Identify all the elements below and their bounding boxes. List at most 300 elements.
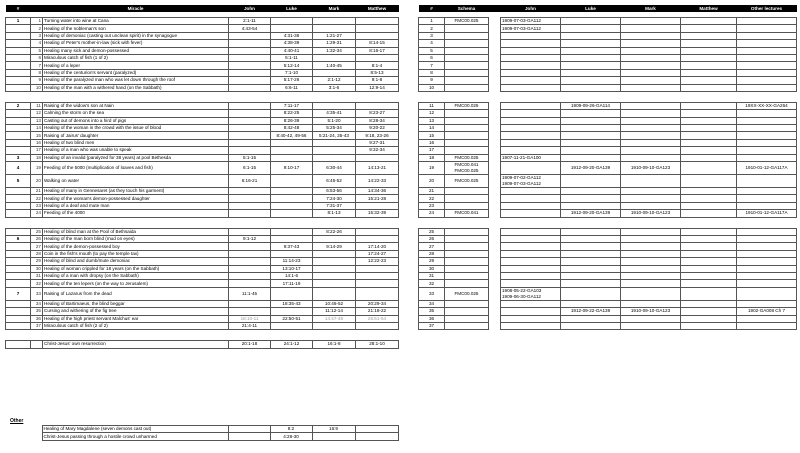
blank-cell bbox=[5, 433, 30, 440]
group-number bbox=[6, 300, 31, 307]
luke-lecture: 1909-09-26-GA114 bbox=[561, 102, 621, 109]
blank-cell bbox=[30, 433, 42, 440]
matthew-ref: 15:21-28 bbox=[356, 195, 399, 202]
miracle-row bbox=[6, 154, 399, 161]
lecture-row bbox=[419, 69, 797, 76]
mark-ref: 5:21-24, 35-43 bbox=[313, 132, 356, 139]
miracle-name: Healing of Peter's mother-in-law (sick with fever) bbox=[43, 40, 229, 47]
john-ref bbox=[229, 62, 271, 69]
group-number bbox=[6, 210, 31, 217]
john-lecture: 1908-05-22-GA103 1909-06-30-GA112 bbox=[501, 287, 561, 300]
other-lecture bbox=[737, 300, 797, 307]
john-lecture bbox=[501, 32, 561, 39]
john-lecture bbox=[501, 265, 561, 272]
luke-lecture bbox=[561, 54, 621, 61]
matthew-ref: 8:14-15 bbox=[356, 40, 399, 47]
lecture-row bbox=[419, 84, 797, 91]
john-lecture bbox=[501, 117, 561, 124]
miracle-row bbox=[6, 243, 399, 250]
mark-ref bbox=[313, 139, 356, 146]
mark-ref: 16:1-8 bbox=[313, 341, 356, 348]
mark-ref: 10:46-52 bbox=[313, 300, 356, 307]
other-lecture bbox=[737, 47, 797, 54]
luke-lecture bbox=[561, 117, 621, 124]
matthew-lecture bbox=[681, 280, 737, 287]
matthew-lecture bbox=[681, 188, 737, 195]
john-ref: 2:1-11 bbox=[229, 18, 271, 25]
john-ref: 4:43-54 bbox=[229, 25, 271, 32]
mark-ref bbox=[313, 280, 356, 287]
matthew-ref bbox=[356, 272, 399, 279]
row-number: 30 bbox=[419, 265, 445, 272]
header-num: # bbox=[6, 5, 31, 12]
lecture-row bbox=[419, 243, 797, 250]
schema-ref bbox=[445, 125, 489, 132]
luke-ref: 7:11-17 bbox=[271, 102, 313, 109]
matthew-lecture bbox=[681, 117, 737, 124]
row-number: 25 bbox=[31, 228, 43, 235]
lecture-row bbox=[419, 77, 797, 84]
header-row bbox=[419, 5, 797, 12]
lectures-table bbox=[418, 5, 797, 330]
other-lecture: 1910-01-12-GA117A bbox=[737, 210, 797, 217]
matthew-lecture bbox=[681, 228, 737, 235]
schema-ref bbox=[445, 188, 489, 195]
miracle-row bbox=[6, 117, 399, 124]
matthew-lecture bbox=[681, 125, 737, 132]
row-number: 8 bbox=[419, 69, 445, 76]
john-lecture bbox=[501, 162, 561, 175]
matthew-lecture bbox=[681, 322, 737, 329]
john-lecture bbox=[501, 40, 561, 47]
lecture-row bbox=[419, 235, 797, 242]
schema-ref bbox=[445, 117, 489, 124]
john-ref: 11:1-45 bbox=[229, 287, 271, 300]
luke-ref: 11:14-23 bbox=[271, 258, 313, 265]
matthew-ref: 12:9-14 bbox=[356, 84, 399, 91]
matthew-ref: 9:18, 23-26 bbox=[356, 132, 399, 139]
miracle-name: Healing of woman crippled for 18 years (on the Sabbath) bbox=[43, 265, 229, 272]
miracle-row bbox=[6, 322, 399, 329]
row-number: 23 bbox=[31, 202, 43, 209]
schema-ref: FMC00.041 bbox=[445, 210, 489, 217]
mark-ref: 5:1-20 bbox=[313, 117, 356, 124]
mark-lecture bbox=[621, 287, 681, 300]
mark-lecture bbox=[621, 18, 681, 25]
other-lecture: 1902-GA008 Ch 7 bbox=[737, 308, 797, 315]
matthew-ref bbox=[356, 154, 399, 161]
lecture-row bbox=[419, 250, 797, 257]
matthew-ref bbox=[355, 426, 398, 433]
lecture-row bbox=[419, 139, 797, 146]
miracle-row bbox=[6, 250, 399, 257]
row-number: 9 bbox=[31, 77, 43, 84]
row-number: 1 bbox=[31, 18, 43, 25]
matthew-lecture bbox=[681, 69, 737, 76]
john-lecture bbox=[501, 139, 561, 146]
miracle-row bbox=[6, 308, 399, 315]
row-number: 26 bbox=[31, 235, 43, 242]
matthew-lecture bbox=[681, 258, 737, 265]
other-lecture bbox=[737, 315, 797, 322]
luke-ref: 22:50-51 bbox=[271, 315, 313, 322]
spacer-cell bbox=[489, 210, 501, 217]
blank-cell bbox=[30, 426, 42, 433]
group-number bbox=[6, 250, 31, 257]
luke-ref: 8:26-39 bbox=[271, 117, 313, 124]
other-lecture bbox=[737, 272, 797, 279]
miracle-row bbox=[6, 40, 399, 47]
schema-ref bbox=[445, 195, 489, 202]
schema-ref bbox=[445, 228, 489, 235]
miracle-name: Raising of Jairus' daughter bbox=[43, 132, 229, 139]
other-lecture bbox=[737, 84, 797, 91]
john-lecture bbox=[501, 202, 561, 209]
spacer-cell bbox=[489, 202, 501, 209]
row-number: 15 bbox=[419, 132, 445, 139]
luke-lecture: 1912-09-22-GA139 bbox=[561, 308, 621, 315]
mark-ref: 5:25-34 bbox=[313, 125, 356, 132]
other-miracle-row bbox=[5, 433, 398, 440]
mark-ref: 7:24-30 bbox=[313, 195, 356, 202]
matthew-lecture bbox=[681, 195, 737, 202]
lecture-row bbox=[419, 322, 797, 329]
spacer-cell bbox=[489, 32, 501, 39]
row-number: 24 bbox=[419, 210, 445, 217]
john-lecture bbox=[501, 300, 561, 307]
schema-ref bbox=[445, 235, 489, 242]
row-number: 18 bbox=[419, 154, 445, 161]
john-lecture bbox=[501, 272, 561, 279]
miracle-name: Casting out of demons into a hird of pigs bbox=[43, 117, 229, 124]
mark-lecture bbox=[621, 25, 681, 32]
luke-ref bbox=[271, 250, 313, 257]
schema-ref bbox=[445, 265, 489, 272]
other-lecture bbox=[737, 62, 797, 69]
spacer-cell bbox=[489, 110, 501, 117]
row-number: 15 bbox=[31, 132, 43, 139]
mark-ref: 1:32-34 bbox=[313, 47, 356, 54]
section-gap bbox=[419, 91, 797, 102]
matthew-ref bbox=[356, 280, 399, 287]
mark-lecture bbox=[621, 322, 681, 329]
matthew-lecture bbox=[681, 110, 737, 117]
group-number bbox=[6, 77, 31, 84]
row-number: 11 bbox=[31, 102, 43, 109]
matthew-lecture bbox=[681, 154, 737, 161]
other-lecture bbox=[737, 280, 797, 287]
other-lecture bbox=[737, 287, 797, 300]
group-number: 5 bbox=[6, 175, 31, 188]
schema-ref bbox=[445, 250, 489, 257]
lecture-row bbox=[419, 162, 797, 175]
john-ref bbox=[229, 102, 271, 109]
row-number: 33 bbox=[419, 287, 445, 300]
luke-lecture: 1912-09-20-GA139 bbox=[561, 210, 621, 217]
other-lecture bbox=[737, 147, 797, 154]
luke-ref: 17:11-19 bbox=[271, 280, 313, 287]
john-ref bbox=[229, 139, 271, 146]
luke-ref bbox=[271, 235, 313, 242]
mark-ref: 2:1-12 bbox=[313, 77, 356, 84]
luke-lecture bbox=[561, 175, 621, 188]
header-matthew: Matthew bbox=[356, 5, 399, 12]
spacer-cell bbox=[489, 287, 501, 300]
spacer-cell bbox=[489, 235, 501, 242]
group-number bbox=[6, 125, 31, 132]
miracle-row bbox=[6, 84, 399, 91]
schema-ref bbox=[445, 110, 489, 117]
miracle-name: Healing of the woman in the crowd with the issue of blood bbox=[43, 125, 229, 132]
matthew-lecture bbox=[681, 235, 737, 242]
luke-ref: 4:38-39 bbox=[271, 40, 313, 47]
luke-lecture bbox=[561, 250, 621, 257]
section-gap bbox=[6, 91, 399, 102]
group-number bbox=[6, 139, 31, 146]
john-ref bbox=[229, 117, 271, 124]
john-ref bbox=[228, 433, 270, 440]
group-number bbox=[6, 69, 31, 76]
mark-ref bbox=[313, 147, 356, 154]
matthew-ref: 26:51-54 bbox=[356, 315, 399, 322]
spacer-cell bbox=[489, 308, 501, 315]
group-number bbox=[6, 265, 31, 272]
luke-lecture bbox=[561, 300, 621, 307]
john-ref bbox=[229, 188, 271, 195]
john-lecture bbox=[501, 102, 561, 109]
lecture-row bbox=[419, 228, 797, 235]
mark-lecture bbox=[621, 102, 681, 109]
schema-ref: FMC00.025 bbox=[445, 175, 489, 188]
spacer-cell bbox=[489, 117, 501, 124]
luke-lecture bbox=[561, 188, 621, 195]
other-lecture bbox=[737, 25, 797, 32]
group-number bbox=[6, 341, 31, 348]
other-lecture: 19XX-XX-XX-GA264 bbox=[737, 102, 797, 109]
row-number: 35 bbox=[419, 308, 445, 315]
lecture-row bbox=[419, 147, 797, 154]
john-ref bbox=[229, 258, 271, 265]
luke-ref: 8:42-48 bbox=[271, 125, 313, 132]
row-number bbox=[31, 341, 43, 348]
spacer-cell bbox=[489, 84, 501, 91]
header-mark: Mark bbox=[313, 5, 356, 12]
miracle-name: Healing of Mary Magdalene (seven demons cast out) bbox=[42, 426, 228, 433]
luke-ref bbox=[271, 18, 313, 25]
luke-lecture bbox=[561, 287, 621, 300]
spacer-cell bbox=[489, 228, 501, 235]
lecture-row bbox=[419, 154, 797, 161]
john-ref bbox=[229, 69, 271, 76]
lecture-row bbox=[419, 117, 797, 124]
john-lecture bbox=[501, 322, 561, 329]
mark-ref: 6:45-52 bbox=[313, 175, 356, 188]
matthew-ref: 12:22-23 bbox=[356, 258, 399, 265]
miracle-row bbox=[6, 265, 399, 272]
john-ref bbox=[228, 426, 270, 433]
matthew-lecture bbox=[681, 62, 737, 69]
group-number bbox=[6, 25, 31, 32]
matthew-ref bbox=[356, 102, 399, 109]
luke-ref bbox=[271, 188, 313, 195]
other-miracles-table bbox=[5, 425, 399, 441]
luke-ref: 4:40-41 bbox=[271, 47, 313, 54]
row-number: 5 bbox=[419, 47, 445, 54]
luke-lecture bbox=[561, 315, 621, 322]
luke-ref bbox=[271, 175, 313, 188]
john-ref bbox=[229, 228, 271, 235]
miracle-name: Healing of blind man at the Pool of Bethsaida bbox=[43, 228, 229, 235]
other-lecture bbox=[737, 235, 797, 242]
john-ref bbox=[229, 125, 271, 132]
group-number: 4 bbox=[6, 162, 31, 175]
lecture-row bbox=[419, 18, 797, 25]
matthew-lecture bbox=[681, 272, 737, 279]
row-number: 33 bbox=[31, 287, 43, 300]
group-number: 7 bbox=[6, 287, 31, 300]
spacer-cell bbox=[489, 265, 501, 272]
matthew-ref bbox=[356, 322, 399, 329]
lecture-row bbox=[419, 132, 797, 139]
miracle-name: Walking on water bbox=[43, 175, 229, 188]
luke-ref: 6:6-11 bbox=[271, 84, 313, 91]
mark-ref bbox=[313, 258, 356, 265]
other-lecture bbox=[737, 110, 797, 117]
luke-ref bbox=[271, 154, 313, 161]
john-lecture bbox=[501, 243, 561, 250]
john-ref bbox=[229, 77, 271, 84]
miracle-name: Healing of a man who was unable to speak bbox=[43, 147, 229, 154]
schema-ref: FMC00.025 bbox=[445, 18, 489, 25]
row-number: 5 bbox=[31, 47, 43, 54]
matthew-lecture bbox=[681, 287, 737, 300]
luke-ref bbox=[271, 322, 313, 329]
miracle-name: Healing of the demon-possessed boy bbox=[43, 243, 229, 250]
group-number bbox=[6, 315, 31, 322]
john-ref: 9:1-12 bbox=[229, 235, 271, 242]
miracle-row bbox=[6, 235, 399, 242]
row-number: 37 bbox=[31, 322, 43, 329]
schema-ref bbox=[445, 25, 489, 32]
spacer-cell bbox=[489, 132, 501, 139]
spacer-cell bbox=[489, 322, 501, 329]
miracle-row bbox=[6, 139, 399, 146]
matthew-ref: 17:24-27 bbox=[356, 250, 399, 257]
john-ref bbox=[229, 300, 271, 307]
lecture-row bbox=[419, 280, 797, 287]
mark-ref: 1:21-27 bbox=[313, 32, 356, 39]
luke-lecture bbox=[561, 195, 621, 202]
header-row bbox=[6, 5, 399, 12]
gap-cell bbox=[6, 217, 399, 228]
header-luke: Luke bbox=[271, 5, 313, 12]
spacer-cell bbox=[489, 18, 501, 25]
gap-cell bbox=[419, 91, 797, 102]
row-number: 1 bbox=[419, 18, 445, 25]
matthew-ref: 14:22-33 bbox=[356, 175, 399, 188]
lecture-row bbox=[419, 102, 797, 109]
other-lecture bbox=[737, 202, 797, 209]
spacer-cell bbox=[489, 62, 501, 69]
spacer-cell bbox=[489, 258, 501, 265]
mark-lecture bbox=[621, 62, 681, 69]
lecture-row bbox=[419, 32, 797, 39]
row-number: 20 bbox=[419, 175, 445, 188]
john-ref bbox=[229, 54, 271, 61]
matthew-lecture bbox=[681, 162, 737, 175]
matthew-ref: 15:32-39 bbox=[356, 210, 399, 217]
mark-ref: 16:9 bbox=[312, 426, 355, 433]
john-lecture bbox=[501, 125, 561, 132]
lecture-row bbox=[419, 47, 797, 54]
matthew-ref: 14:34-36 bbox=[356, 188, 399, 195]
row-number: 27 bbox=[419, 243, 445, 250]
luke-lecture bbox=[561, 258, 621, 265]
schema-ref bbox=[445, 243, 489, 250]
section-gap bbox=[6, 217, 399, 228]
row-number: 3 bbox=[31, 32, 43, 39]
schema-ref bbox=[445, 77, 489, 84]
miracle-row bbox=[6, 228, 399, 235]
luke-lecture bbox=[561, 154, 621, 161]
group-number bbox=[6, 47, 31, 54]
header-miracle: Miracle bbox=[43, 5, 229, 12]
miracle-row bbox=[6, 132, 399, 139]
matthew-ref: 8:16-17 bbox=[356, 47, 399, 54]
miracle-name: Coin in the fish's mouth (to pay the temple tax) bbox=[43, 250, 229, 257]
spacer-cell bbox=[489, 300, 501, 307]
miracle-name: Cursing and withering of the fig tree bbox=[43, 308, 229, 315]
luke-lecture bbox=[561, 202, 621, 209]
header-matthew: Matthew bbox=[681, 5, 737, 12]
luke-ref bbox=[271, 202, 313, 209]
matthew-ref bbox=[356, 235, 399, 242]
miracle-row bbox=[6, 175, 399, 188]
other-lecture bbox=[737, 265, 797, 272]
row-number: 27 bbox=[31, 243, 43, 250]
row-number: 7 bbox=[31, 62, 43, 69]
matthew-lecture bbox=[681, 32, 737, 39]
other-lecture bbox=[737, 175, 797, 188]
other-section-title: Other bbox=[10, 418, 24, 424]
luke-ref bbox=[271, 287, 313, 300]
row-number: 37 bbox=[419, 322, 445, 329]
miracle-row bbox=[6, 54, 399, 61]
mark-lecture bbox=[621, 280, 681, 287]
mark-lecture bbox=[621, 54, 681, 61]
miracle-row bbox=[6, 125, 399, 132]
group-number bbox=[6, 258, 31, 265]
mark-ref bbox=[313, 69, 356, 76]
group-number bbox=[6, 195, 31, 202]
matthew-ref bbox=[356, 228, 399, 235]
john-ref: 20:1-18 bbox=[229, 341, 271, 348]
luke-ref: 14:1-6 bbox=[271, 272, 313, 279]
john-ref bbox=[229, 280, 271, 287]
john-lecture bbox=[501, 54, 561, 61]
matthew-lecture bbox=[681, 102, 737, 109]
header-num: # bbox=[419, 5, 445, 12]
miracle-row bbox=[6, 341, 399, 348]
mark-lecture bbox=[621, 202, 681, 209]
row-number: 31 bbox=[419, 272, 445, 279]
row-number: 22 bbox=[31, 195, 43, 202]
row-number: 10 bbox=[419, 84, 445, 91]
mark-ref: 3:1-6 bbox=[313, 84, 356, 91]
mark-ref bbox=[313, 25, 356, 32]
miracle-row bbox=[6, 162, 399, 175]
luke-lecture bbox=[561, 125, 621, 132]
